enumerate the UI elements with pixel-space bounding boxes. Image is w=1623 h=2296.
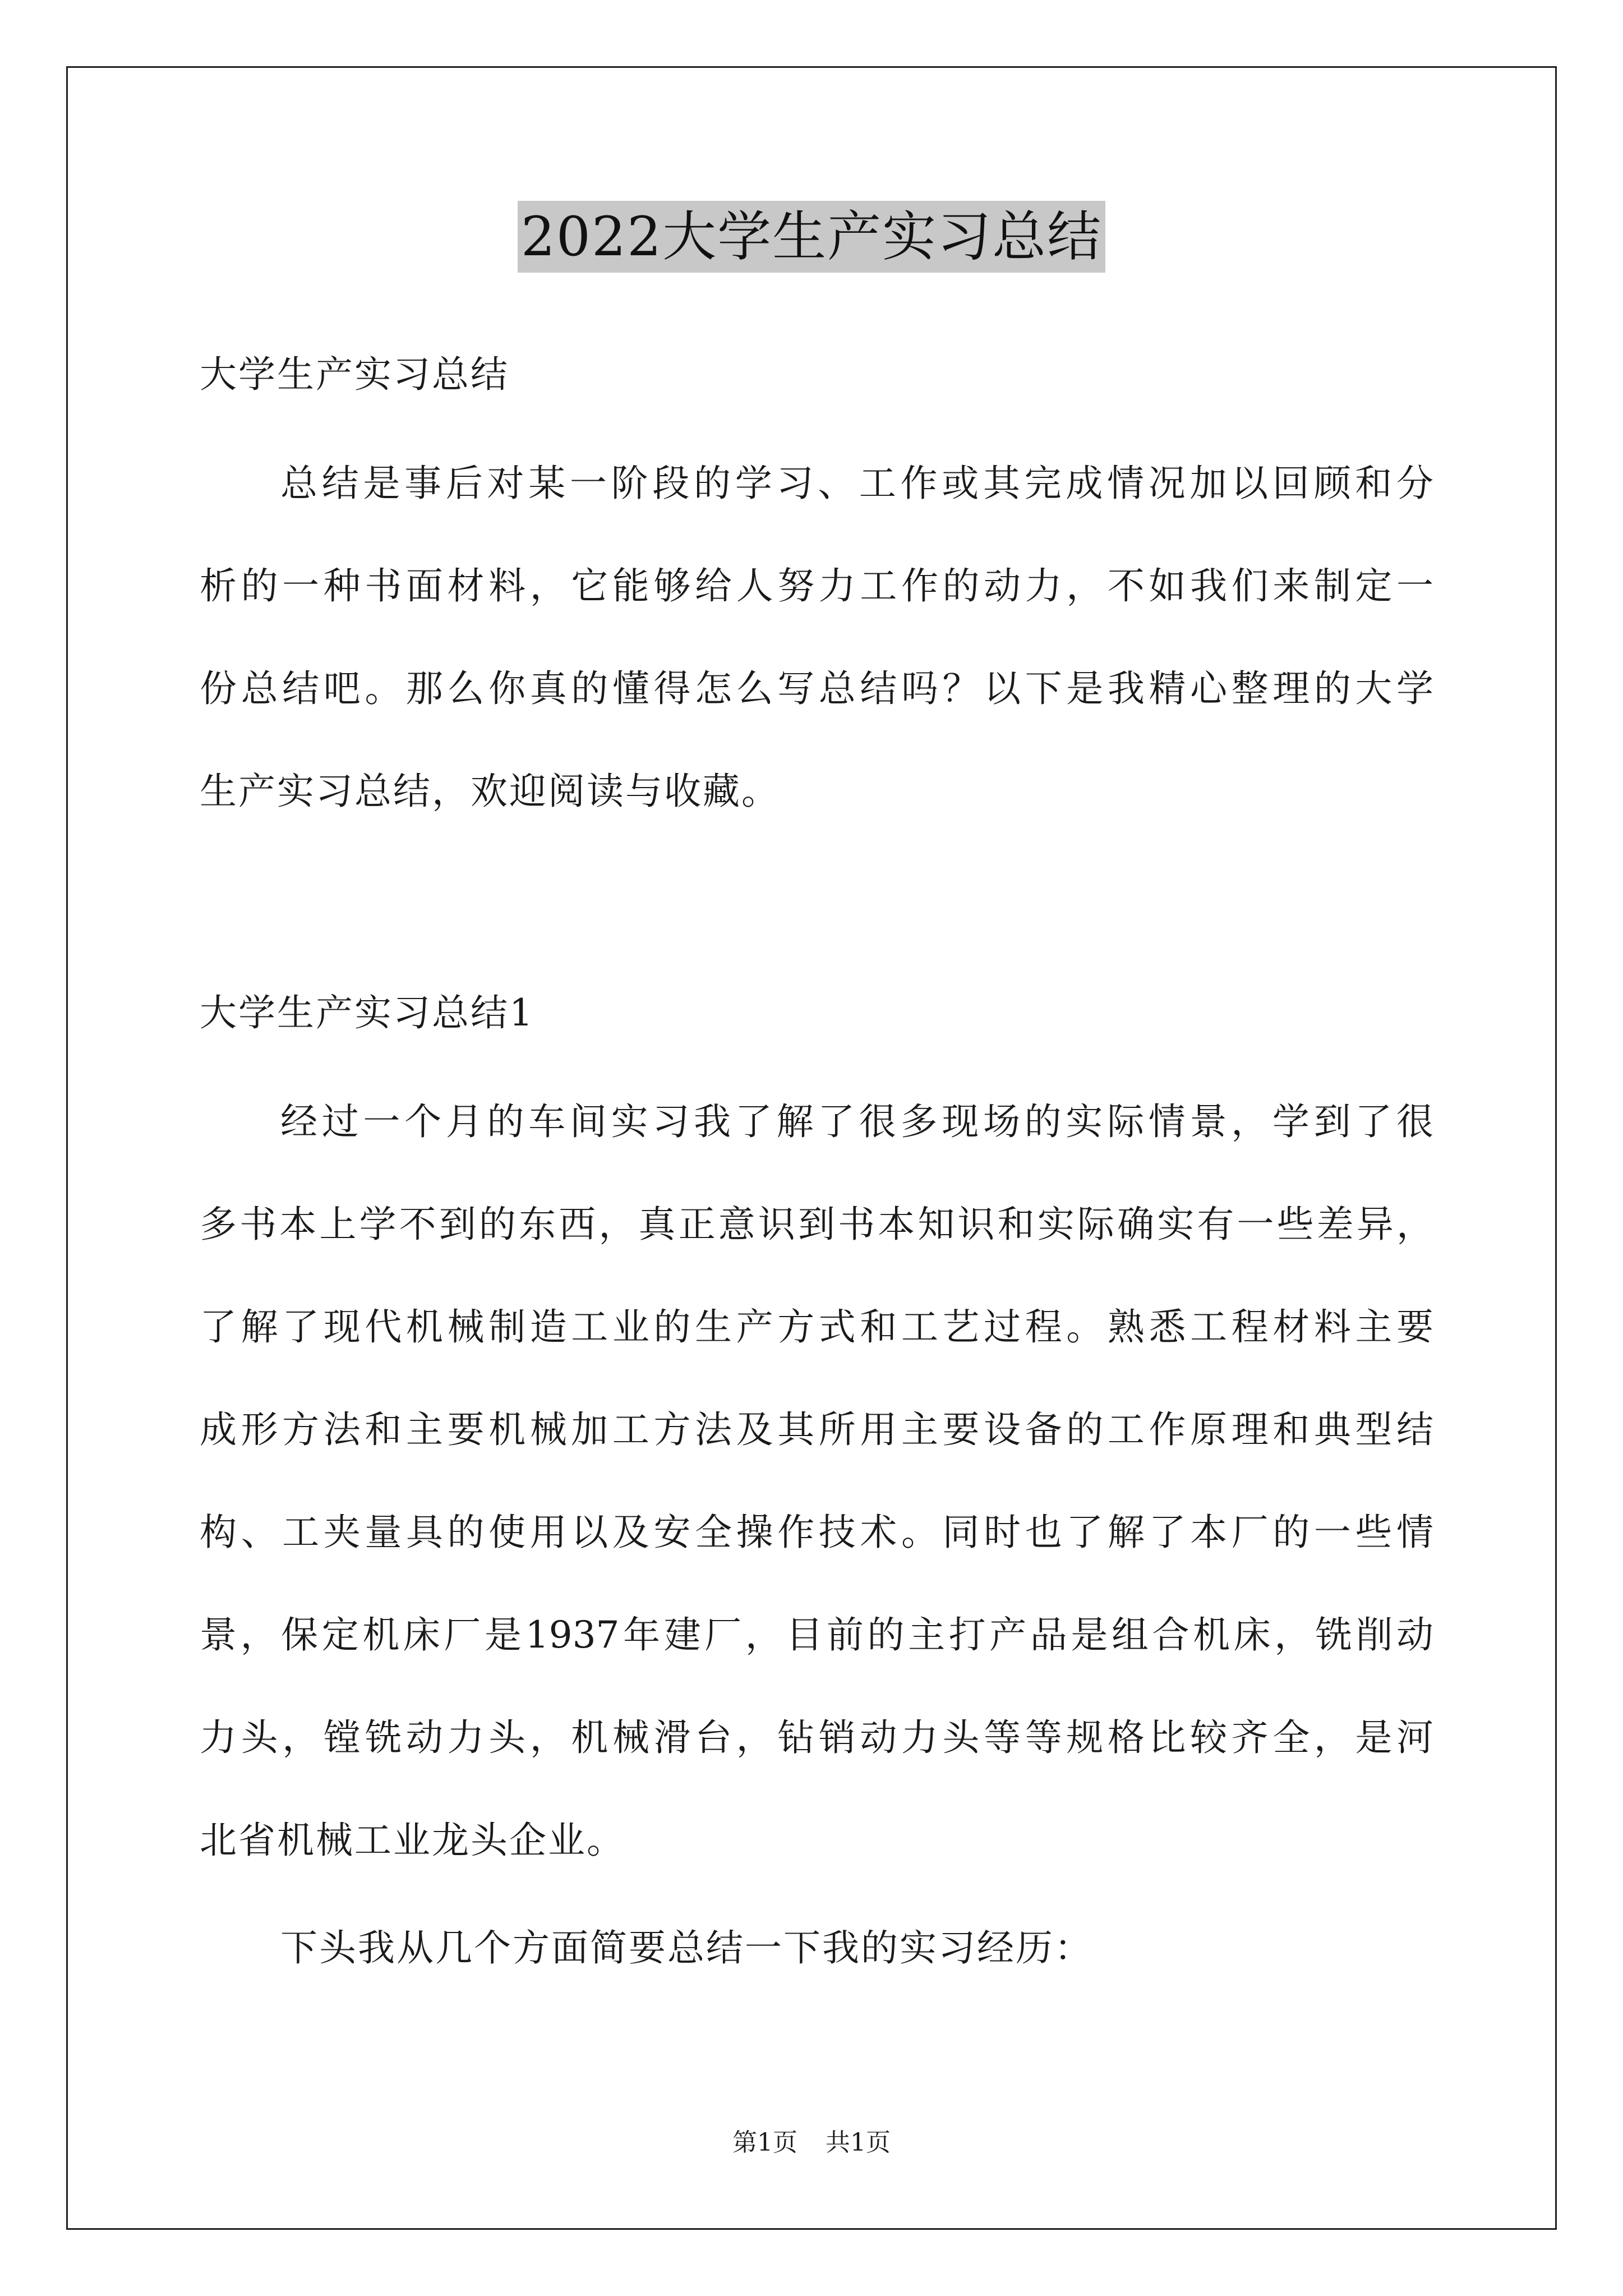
- section-line: 经过一个月的车间实习我了解了很多现场的实际情景，学到了很: [280, 1100, 1433, 1143]
- section-line: 多书本上学不到的东西，真正意识到书本知识和实际确实有一些差异，: [200, 1203, 1433, 1246]
- document-subtitle: 大学生产实习总结: [200, 353, 509, 396]
- intro-line: 总结是事后对某一阶段的学习、工作或其完成情况加以回顾和分: [280, 462, 1433, 505]
- page-number: 第1页: [732, 2128, 797, 2157]
- title-container: [0, 201, 1623, 273]
- intro-line: 生产实习总结，欢迎阅读与收藏。: [200, 770, 780, 813]
- section-heading: 大学生产实习总结1: [200, 991, 534, 1034]
- section-line: 了解了现代机械制造工业的生产方式和工艺过程。熟悉工程材料主要: [200, 1305, 1433, 1349]
- section-line: 北省机械工业龙头企业。: [200, 1819, 625, 1862]
- page-footer: [0, 2127, 1623, 2159]
- section-line: 成形方法和主要机械加工方法及其所用主要设备的工作原理和典型结: [200, 1408, 1433, 1451]
- section-line: 景，保定机床厂是1937年建厂，目前的主打产品是组合机床，铣削动: [200, 1613, 1433, 1657]
- document-title: 2022大学生产实习总结: [518, 201, 1105, 273]
- closing-line: 下头我从几个方面简要总结一下我的实习经历：: [280, 1926, 1093, 1970]
- section-line: 力头，镗铣动力头，机械滑台，钻销动力头等等规格比较齐全，是河: [200, 1716, 1433, 1759]
- page-total: 共1页: [826, 2128, 891, 2157]
- section-line: 构、工夹量具的使用以及安全操作技术。同时也了解了本厂的一些情: [200, 1511, 1433, 1554]
- intro-line: 析的一种书面材料，它能够给人努力工作的动力，不如我们来制定一: [200, 564, 1433, 608]
- intro-line: 份总结吧。那么你真的懂得怎么写总结吗？以下是我精心整理的大学: [200, 667, 1433, 710]
